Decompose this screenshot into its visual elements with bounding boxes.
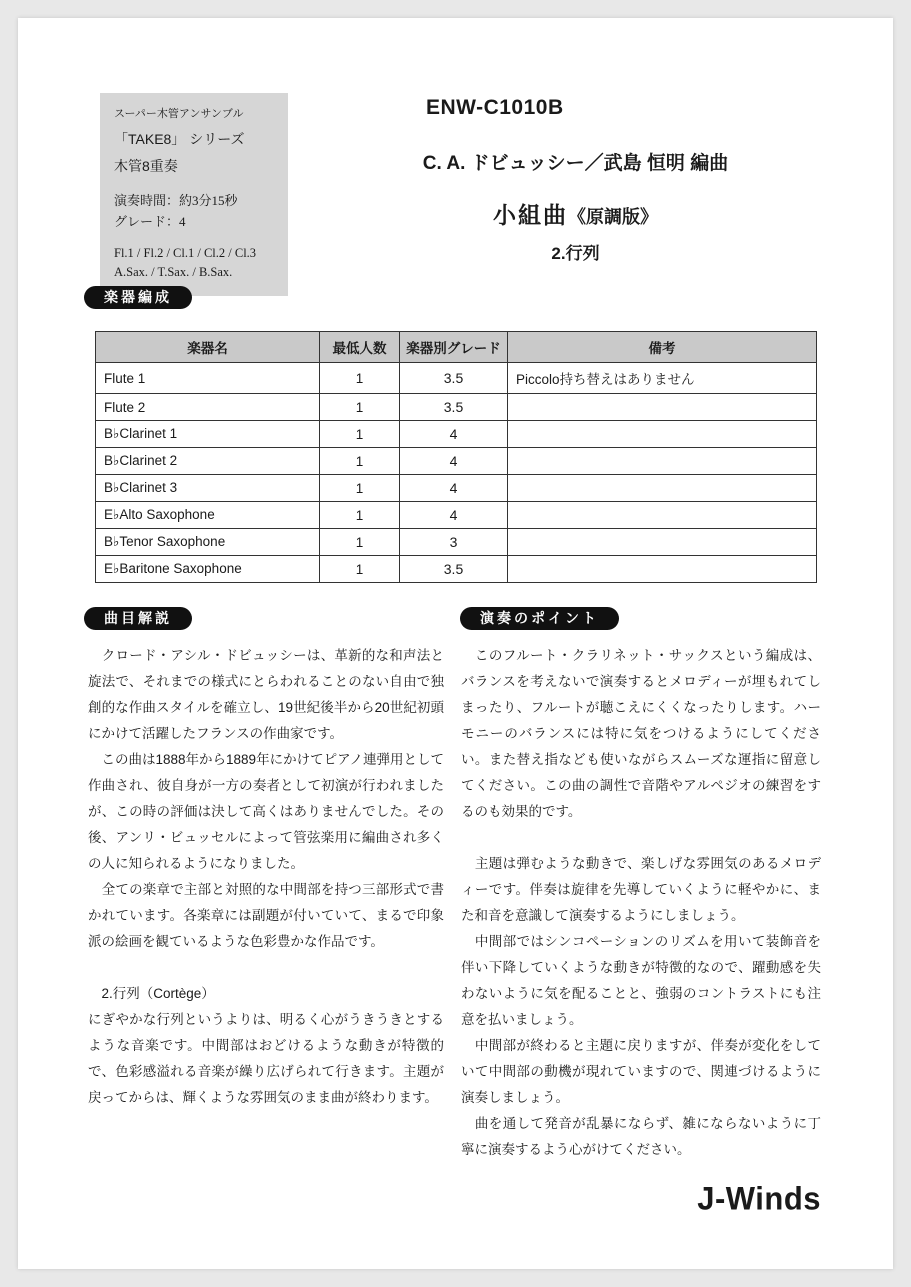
instrumentation-line-2: A.Sax. / T.Sax. / B.Sax. bbox=[114, 265, 233, 279]
header bbox=[308, 96, 843, 264]
piece-title bbox=[308, 197, 843, 230]
instrumentation-line-1: Fl.1 / Fl.2 / Cl.1 / Cl.2 / Cl.3 bbox=[114, 246, 257, 260]
instrument-grade: 4 bbox=[400, 475, 508, 502]
table-row bbox=[96, 363, 817, 394]
remarks bbox=[508, 529, 817, 556]
program-notes-paragraph: クロード・アシル・ドビュッシーは、革新的な和声法と旋法で、それまでの様式にとらわれることのない自由で独創的な作曲スタイルを確立し、19世紀後半から20世紀初頭にかけて活躍したフランスの作曲家です。 bbox=[88, 648, 444, 741]
remarks bbox=[508, 502, 817, 529]
instrument-name: B♭Clarinet 3 bbox=[96, 475, 320, 502]
min-players: 1 bbox=[320, 475, 400, 502]
program-notes-paragraph: この曲は1888年から1889年にかけてピアノ連弾用として作曲され、彼自身が一方の奏者として初演が行われましたが、この時の評価は決して高くはありませんでした。その後、アンリ・ビュッセルによって管弦楽用に編曲され多くの人に知られるようになりました。 bbox=[88, 752, 444, 871]
performance-points-column bbox=[461, 643, 821, 1163]
instrumentation-badge: 楽器編成 bbox=[84, 286, 192, 309]
table-row bbox=[96, 502, 817, 529]
instrument-grade: 3 bbox=[400, 529, 508, 556]
remarks bbox=[508, 394, 817, 421]
min-players: 1 bbox=[320, 421, 400, 448]
table-row bbox=[96, 394, 817, 421]
instrument-name: B♭Tenor Saxophone bbox=[96, 529, 320, 556]
min-players: 1 bbox=[320, 556, 400, 583]
table-header-row bbox=[96, 332, 817, 363]
instrument-name: B♭Clarinet 2 bbox=[96, 448, 320, 475]
instrument-grade: 3.5 bbox=[400, 556, 508, 583]
remarks bbox=[508, 448, 817, 475]
instrument-grade: 4 bbox=[400, 502, 508, 529]
remarks bbox=[508, 475, 817, 502]
table-row bbox=[96, 475, 817, 502]
instrument-name: B♭Clarinet 1 bbox=[96, 421, 320, 448]
piece-title-note: 《原調版》 bbox=[568, 207, 658, 227]
performance-points-badge: 演奏のポイント bbox=[460, 607, 619, 630]
catalog-number: ENW-C1010B bbox=[426, 96, 564, 119]
instrument-name: E♭Alto Saxophone bbox=[96, 502, 320, 529]
program-notes-paragraph: 全ての楽章で主部と対照的な中間部を持つ三部形式で書かれています。各楽章には副題が付いていて、まるで印象派の絵画を観ているような色彩豊かな作品です。 bbox=[88, 882, 444, 949]
performance-duration: 演奏時間：約3分15秒 bbox=[114, 193, 238, 208]
remarks bbox=[508, 421, 817, 448]
min-players: 1 bbox=[320, 363, 400, 394]
min-players: 1 bbox=[320, 502, 400, 529]
piece-title-main: 小組曲 bbox=[493, 202, 568, 228]
performance-points-paragraph: 中間部ではシンコペーションのリズムを用いて装飾音を伴い下降していくような動きが特徴的なので、躍動感を失わないように気を配ることと、強弱のコントラストにも注意を払いましょう。 bbox=[461, 934, 821, 1027]
min-players: 1 bbox=[320, 394, 400, 421]
instrument-grade: 4 bbox=[400, 421, 508, 448]
instrument-grade: 4 bbox=[400, 448, 508, 475]
instrumentation-table-wrap bbox=[95, 331, 817, 583]
header-min-players: 最低人数 bbox=[320, 332, 400, 363]
instrument-grade: 3.5 bbox=[400, 394, 508, 421]
series-name: 「TAKE8」 シリーズ bbox=[114, 131, 245, 147]
header-remarks: 備考 bbox=[508, 332, 817, 363]
remarks: Piccolo持ち替えはありません bbox=[508, 363, 817, 394]
ensemble-type: 木管8重奏 bbox=[114, 158, 178, 174]
movement-title: 2.行列 bbox=[551, 244, 600, 263]
series-label: スーパー木管アンサンブル bbox=[114, 108, 244, 120]
program-notes-badge: 曲目解説 bbox=[84, 607, 192, 630]
table-row bbox=[96, 529, 817, 556]
table-row bbox=[96, 421, 817, 448]
program-notes-column bbox=[88, 643, 444, 1111]
program-notes-paragraph: にぎやかな行列というよりは、明るく心がうきうきとするような音楽です。中間部はおどけるような動きが特徴的で、色彩感溢れる音楽が繰り広げられて行きます。主題が戻ってからは、輝くような雰囲気のまま曲が終わります。 bbox=[88, 1012, 444, 1105]
min-players: 1 bbox=[320, 529, 400, 556]
document-page bbox=[18, 18, 893, 1269]
performance-points-paragraph: このフルート・クラリネット・サックスという編成は、バランスを考えないで演奏するとメロディーが埋もれてしまったり、フルートが聴こえにくくなったりします。ハーモニーのバランスには特に気をつけるようにしてください。また替え指なども使いながらスムーズな運指に留意してください。この曲の調性で音階やアルペジオの練習をするのも効果的です。 bbox=[461, 648, 821, 819]
instrument-name: Flute 1 bbox=[96, 363, 320, 394]
performance-points-paragraph: 主題は弾むような動きで、楽しげな雰囲気のあるメロディーです。伴奏は旋律を先導していくように軽やかに、また和音を意識して演奏するようにしましょう。 bbox=[461, 856, 821, 923]
performance-points-paragraph: 曲を通して発音が乱暴にならず、雑にならないように丁寧に演奏するよう心がけてください。 bbox=[461, 1116, 821, 1157]
movement-heading: 2.行列（Cortège） bbox=[88, 986, 215, 1001]
table-row bbox=[96, 556, 817, 583]
header-grade: 楽器別グレード bbox=[400, 332, 508, 363]
performance-points-paragraph: 中間部が終わると主題に戻りますが、伴奏が変化をしていて中間部の動機が現れていますので、関連づけるように演奏しましょう。 bbox=[461, 1038, 821, 1105]
min-players: 1 bbox=[320, 448, 400, 475]
header-instrument-name: 楽器名 bbox=[96, 332, 320, 363]
instrument-name: E♭Baritone Saxophone bbox=[96, 556, 320, 583]
table-row bbox=[96, 448, 817, 475]
instrument-grade: 3.5 bbox=[400, 363, 508, 394]
remarks bbox=[508, 556, 817, 583]
product-info-box bbox=[100, 93, 288, 296]
instrument-name: Flute 2 bbox=[96, 394, 320, 421]
instrumentation-table bbox=[95, 331, 817, 583]
grade: グレード：4 bbox=[114, 214, 186, 229]
j-winds-logo: J-Winds bbox=[697, 1180, 821, 1217]
composer-arranger-line: C. A. ドビュッシー／武島 恒明 編曲 bbox=[422, 153, 729, 174]
